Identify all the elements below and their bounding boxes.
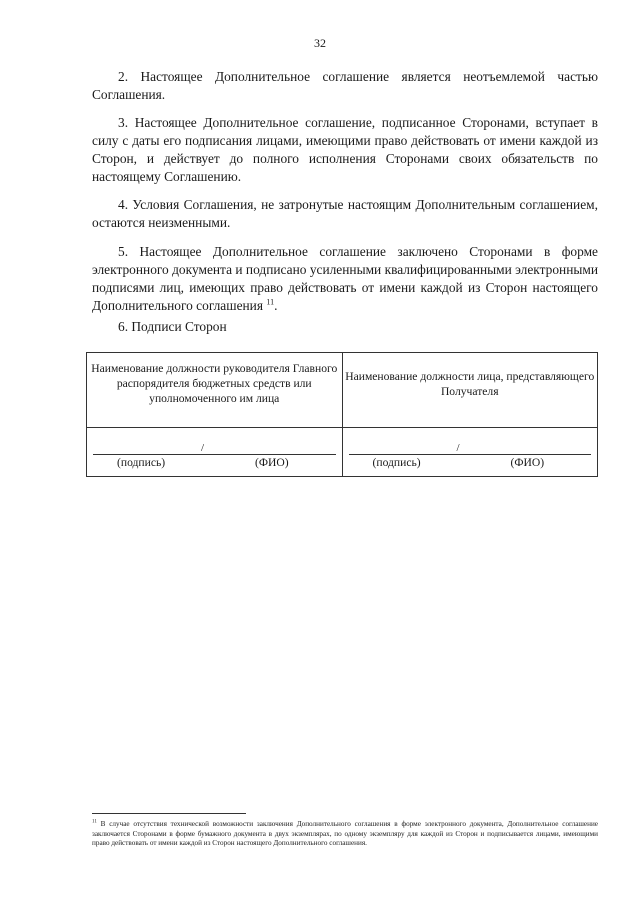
right-signature-cell [342,428,598,477]
left-signature-cell [87,428,343,477]
page-number: 32 [314,36,326,50]
left-header: Наименование должности руководителя Главного распорядителя бюджетных средств или уполномоченного им лица [91,362,338,405]
footnote [92,820,598,849]
left-fio-label: (ФИО) [255,456,289,469]
paragraph-6: 6. Подписи Сторон [118,319,227,334]
footnote-ref[interactable]: 11 [266,297,275,307]
paragraph-5-end: . [274,298,278,313]
left-sign-label: (подпись) [117,456,166,469]
footnote-number: 11 [92,819,97,825]
paragraph-4: 4. Условия Соглашения, не затронутые настоящим Дополнительным соглашением, остаются неизменными. [92,197,598,230]
right-sign-label: (подпись) [372,456,421,469]
paragraph-5 [92,243,598,315]
left-slash: / [201,442,205,454]
right-signature-line[interactable] [349,440,592,455]
left-header-cell [87,353,343,428]
right-header: Наименование должности лица, представляющего Получателя [345,370,595,398]
footnote-text: В случае отсутствия технической возможности заключения Дополнительного соглашения в форме электронного документа, Дополнительное соглашение заключается Сторонами в форме бумажного документа в двух экземплярах, по одному экземпляру для каждой из Сторон и подписывается лицами, имеющими право действовать от имени каждой из Сторон настоящего Дополнительного соглашения. [92,820,598,848]
paragraph-3: 3. Настоящее Дополнительное соглашение, подписанное Сторонами, вступает в силу с даты его подписания лицами, имеющими право действовать от имени каждой из Сторон, и действует до полного исполнения Сторонами своих обязательств по настоящему Соглашению. [92,115,598,184]
paragraph-5-text: 5. Настоящее Дополнительное соглашение заключено Сторонами в форме электронного документа и подписано усиленными квалифицированными электронными подписями лиц, имеющих право действовать от имени каждой из Сторон настоящего Дополнительного соглашения [92,244,598,313]
right-slash: / [456,442,460,454]
right-header-cell [342,353,598,428]
right-fio-label: (ФИО) [510,456,545,469]
signature-table [86,352,598,477]
footnote-divider [92,813,246,814]
paragraph-2: 2. Настоящее Дополнительное соглашение является неотъемлемой частью Соглашения. [92,69,598,102]
left-signature-line[interactable] [93,440,336,455]
